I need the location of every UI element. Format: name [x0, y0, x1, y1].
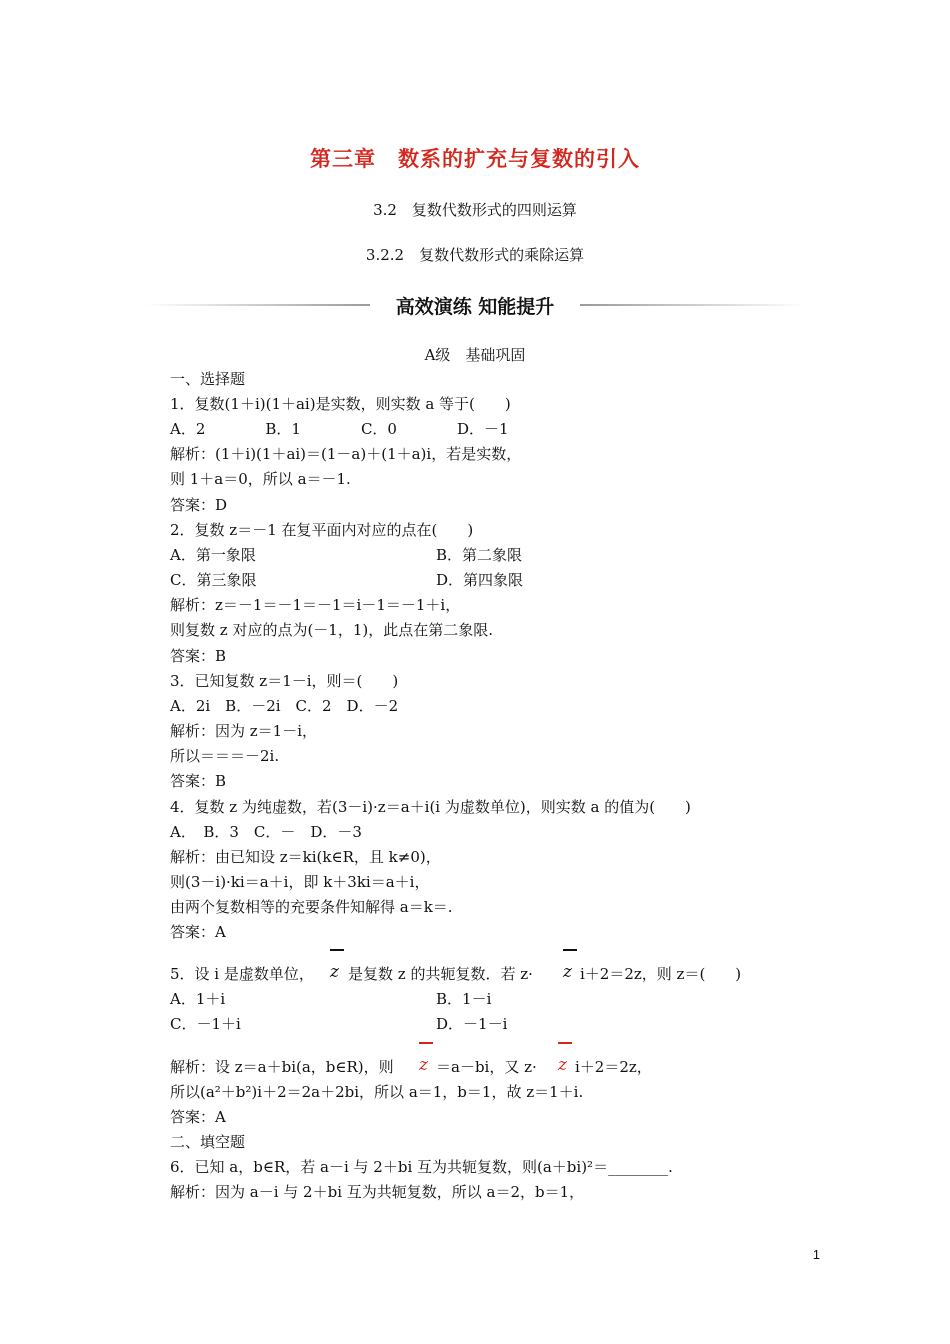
banner-rule-right — [580, 304, 805, 306]
text-line: 解析：由已知设 z＝ki(k∈R，且 k≠0)， — [170, 848, 441, 866]
text-line: 解析：设 z＝a＋bi(a，b∈R)，则 — [170, 1058, 394, 1076]
text-line: 解析：因为 a－i 与 2＋bi 互为共轭复数，所以 a＝2，b＝1， — [170, 1183, 585, 1201]
text-line: 5．设 i 是虚数单位， — [170, 965, 314, 983]
text-line: 二、填空题 — [170, 1133, 246, 1151]
banner-title: 高效演练 知能提升 — [395, 296, 555, 318]
text-line: A．2 B．1 C．0 D．－1 — [170, 420, 509, 438]
text-line: 是复数 z 的共轭复数．若 z· — [348, 965, 533, 983]
text-line: 4．复数 z 为纯虚数，若(3－i)·z＝a＋i(i 为虚数单位)，则实数 a 的值为( ) — [170, 798, 691, 816]
text-line: i＋2＝2z，则 z＝( ) — [580, 965, 742, 983]
chapter-title: 第三章 数系的扩充与复数的引入 — [310, 147, 640, 171]
text-line: 解析：(1＋i)(1＋ai)＝(1－a)＋(1＋a)i，若是实数， — [170, 445, 522, 463]
text-line: 所以＝＝＝－2i. — [170, 747, 280, 765]
subsection-title: 3.2.2 复数代数形式的乘除运算 — [365, 246, 585, 264]
text-line: C．－1＋i — [170, 1015, 241, 1033]
text-line: 则 1＋a＝0，所以 a＝－1. — [170, 470, 351, 488]
text-line: 解析：z＝－1＝－1＝－1＝i－1＝－1＋i， — [170, 596, 461, 614]
text-line: 答案：B — [170, 647, 227, 665]
text-line: ＝a－bi，又 z· — [436, 1058, 537, 1076]
option-b: B．第二象限 — [436, 546, 523, 564]
option-d: D．－1－i — [436, 1015, 508, 1033]
text-line: 1．复数(1＋i)(1＋ai)是实数，则实数 a 等于( ) — [170, 395, 511, 413]
level-heading: A级 基础巩固 — [424, 346, 526, 364]
conjugate-z: z — [330, 962, 339, 982]
text-line: C．第三象限 — [170, 571, 257, 589]
text-line: 则(3－i)·ki＝a＋i，即 k＋3ki＝a＋i， — [170, 873, 430, 891]
text-line: A．第一象限 — [170, 546, 256, 564]
text-line: 所以(a²＋b²)i＋2＝2a＋2bi，所以 a＝1，b＝1，故 z＝1＋i. — [170, 1083, 584, 1101]
conjugate-z: z — [563, 962, 572, 982]
text-line: 答案：D — [170, 496, 228, 514]
text-line: A． B．3 C．－ D．－3 — [170, 823, 362, 841]
conjugate-bar — [563, 949, 577, 951]
conjugate-z: z — [558, 1055, 567, 1075]
conjugate-bar — [558, 1042, 572, 1044]
conjugate-z: z — [419, 1055, 428, 1075]
text-line: 答案：A — [170, 1108, 226, 1126]
text-line: 答案：B — [170, 772, 227, 790]
text-line: 2．复数 z＝－1 在复平面内对应的点在( ) — [170, 521, 474, 539]
conjugate-bar — [419, 1042, 433, 1044]
text-line: A．2i B．－2i C．2 D．－2 — [170, 697, 399, 715]
banner — [145, 290, 805, 320]
option-b: B．1－i — [436, 990, 492, 1008]
page-number: 1 — [812, 1247, 820, 1262]
text-line: 解析：因为 z＝1－i， — [170, 722, 318, 740]
text-line: 由两个复数相等的充要条件知解得 a＝k＝. — [170, 898, 453, 916]
text-line: 6．已知 a，b∈R，若 a－i 与 2＋bi 互为共轭复数，则(a＋bi)²＝________. — [170, 1158, 673, 1176]
text-line: 一、选择题 — [170, 370, 246, 388]
text-line: A．1＋i — [170, 990, 226, 1008]
text-line: 答案：A — [170, 923, 226, 941]
text-line: 3．已知复数 z＝1－i，则＝( ) — [170, 672, 399, 690]
section-title: 3.2 复数代数形式的四则运算 — [373, 201, 577, 219]
option-d: D．第四象限 — [436, 571, 524, 589]
text-line: 则复数 z 对应的点为(－1，1)，此点在第二象限. — [170, 621, 493, 639]
text-line: i＋2＝2z， — [575, 1058, 652, 1076]
conjugate-bar — [330, 949, 344, 951]
